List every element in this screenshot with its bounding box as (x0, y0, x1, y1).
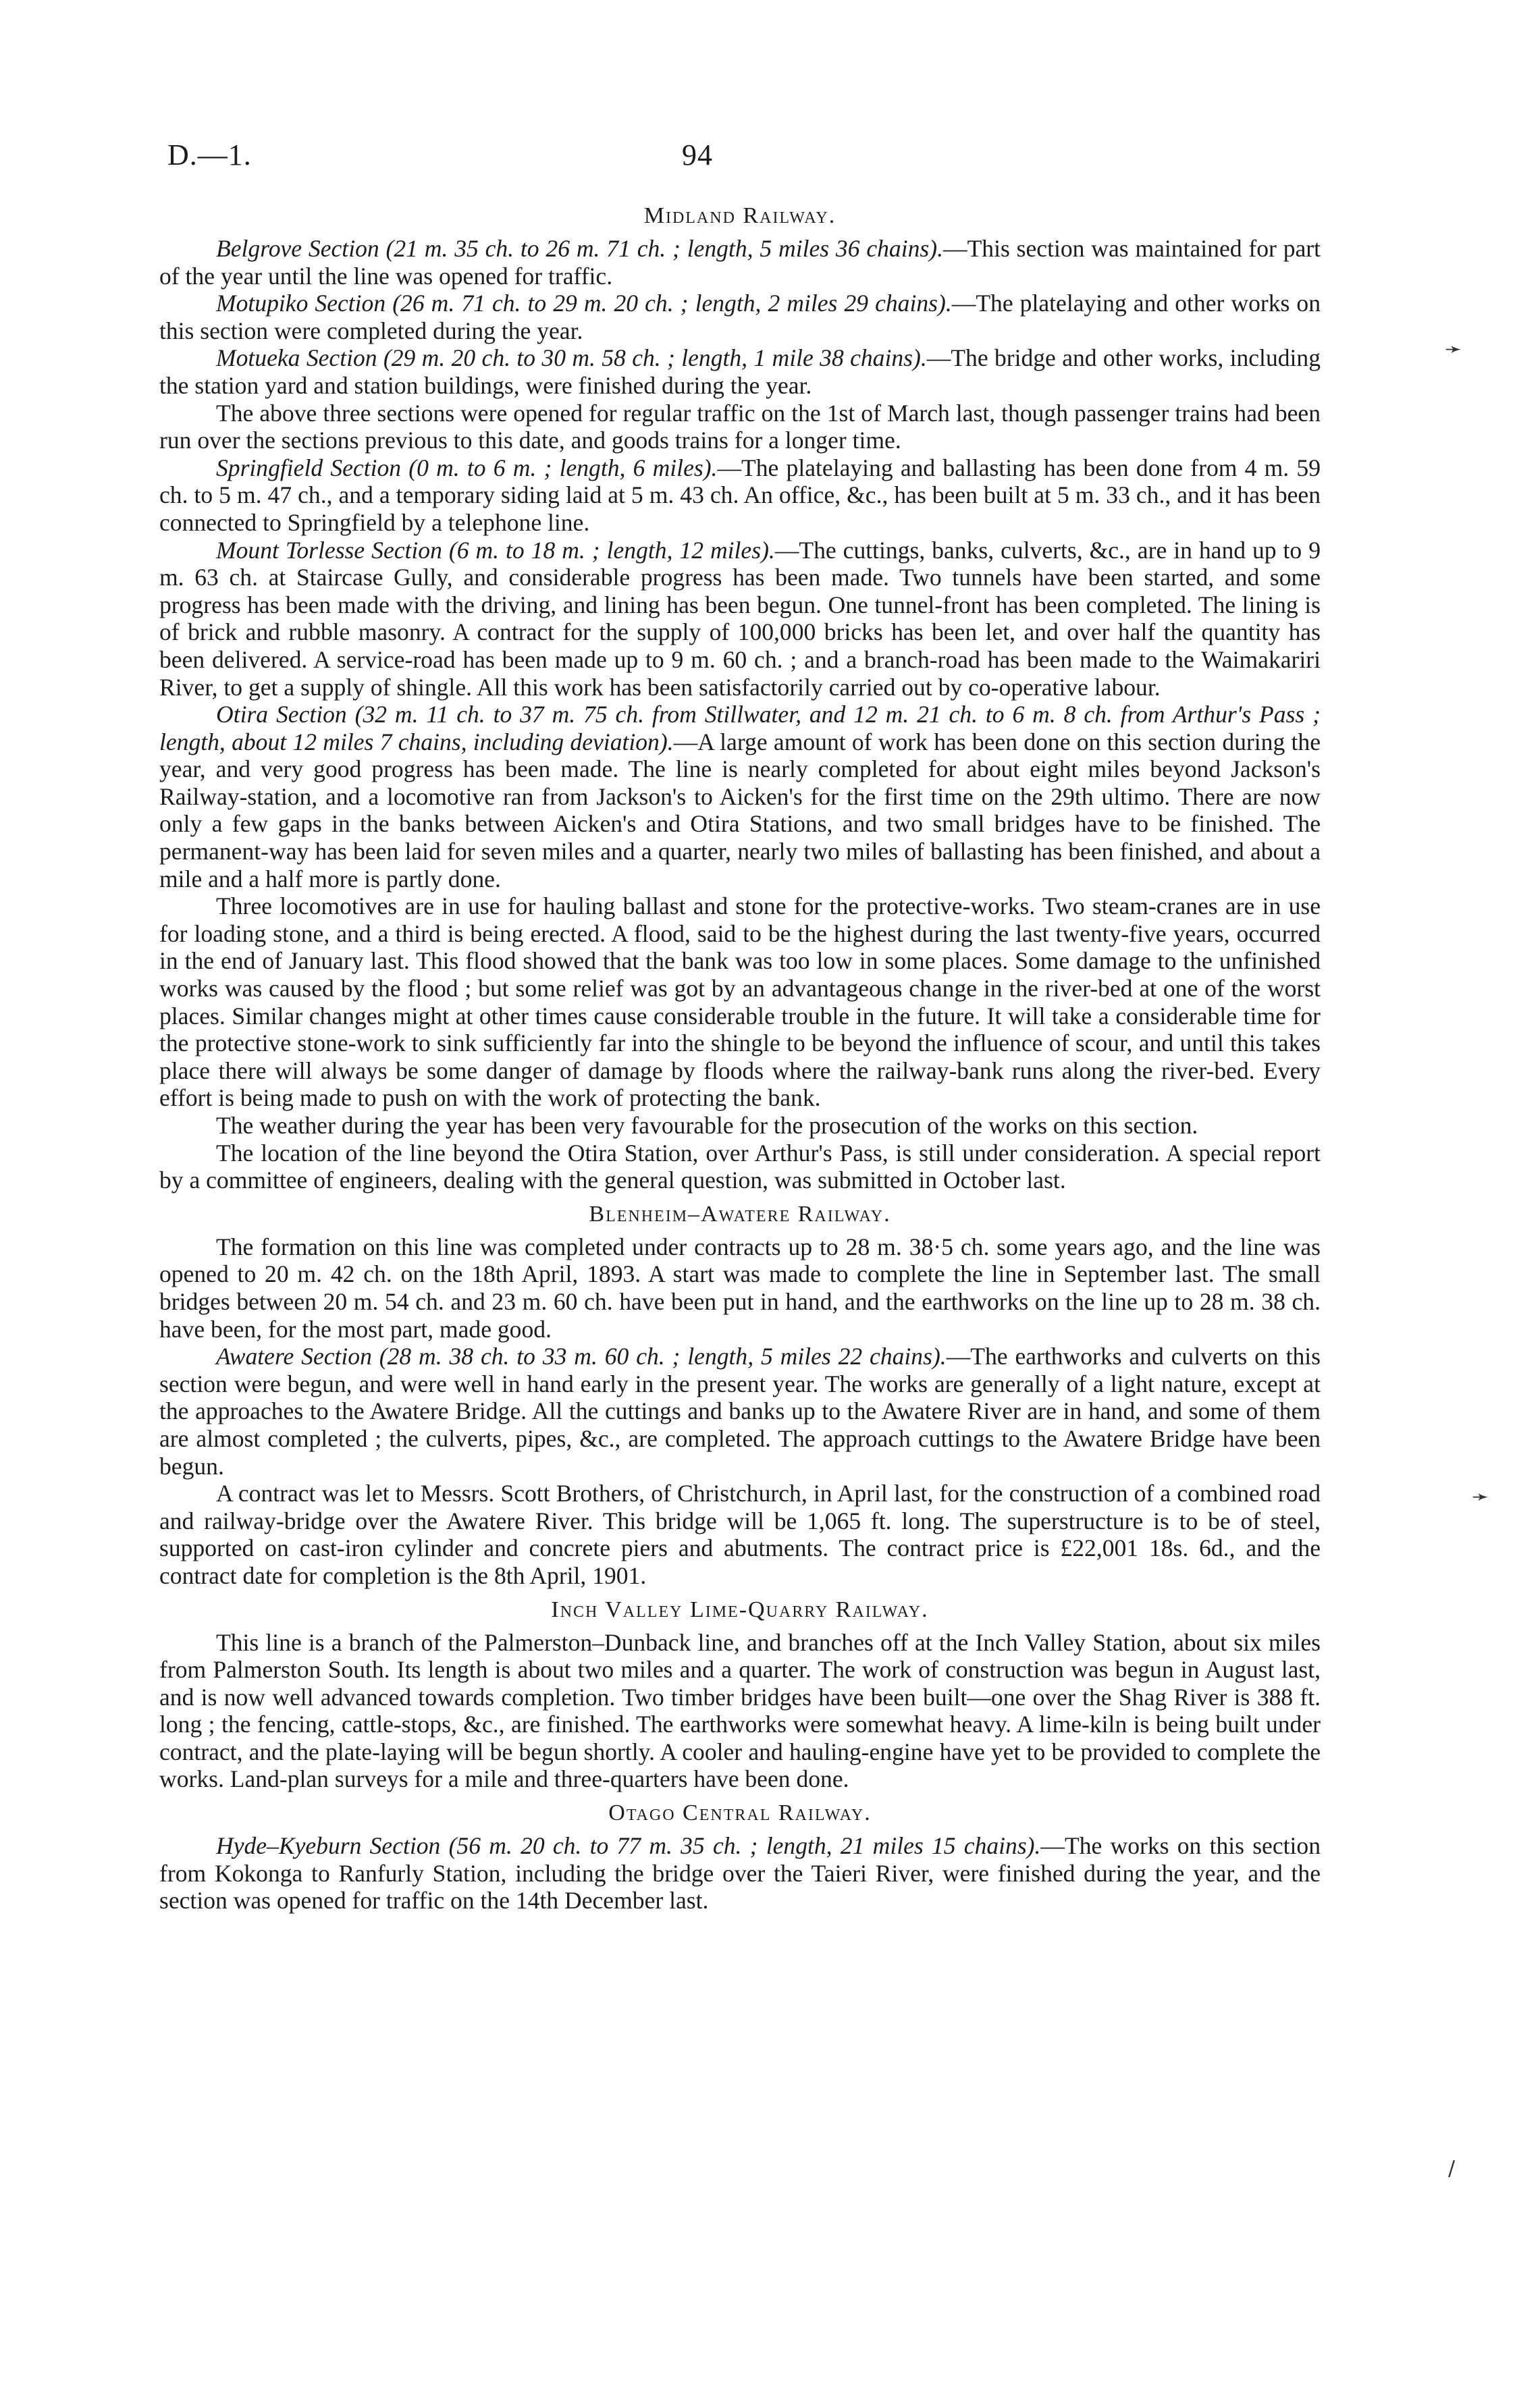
section-text-mount-torlesse: —The cuttings, banks, culverts, &c., are in hand up to 9 m. 63 ch. at Staircase Gully, and considerable progress has been made. Two tunnels have been started, and some progress has been made with the driving, and lining has been begun. One tunnel-front has been completed. The lining is of brick and rubble masonry. A contract for the supply of 100,000 bricks has been let, and over half the quantity has been delivered. A service-road has been made up to 9 m. 60 ch. ; and a branch-road has been made to the Waimakariri River, to get a supply of shingle. All this work has been satisfactorily carried out by co-operative labour. (159, 536, 1321, 701)
paragraph-blenheim-formation: The formation on this line was completed under contracts up to 28 m. 38·5 ch. some years ago, and the line was opened to 20 m. 42 ch. on the 18th April, 1893. A start was made to complete the line in September last. The small bridges between 20 m. 54 ch. and 23 m. 60 ch. have been put in hand, and the earthworks on the line up to 28 m. 38 ch. have been, for the most part, made good. (159, 1233, 1321, 1343)
paragraph-mount-torlesse (159, 537, 1321, 701)
paragraph-belgrove (159, 235, 1321, 290)
document-reference: D.—1. (167, 138, 252, 171)
paragraph-locomotives: Three locomotives are in use for hauling ballast and stone for the protective-works. Two steam-cranes are in use for loading stone, and a third is being erected. A flood, said to be the highest during the last twenty-five years, occurred in the end of January last. This flood showed that the bank was too low in some places. Some damage to the unfinished works was caused by the flood ; but some relief was got by an advantageous change in the river-bed at one of the worst places. Similar changes might at other times cause considerable trouble in the future. It will take a considerable time for the protective stone-work to sink sufficiently far into the shingle to be beyond the influence of scour, and until this takes place there will always be some danger of damage by floods where the railway-bank runs along the river-bed. Every effort is being made to push on with the work of protecting the bank. (159, 892, 1321, 1112)
section-title-springfield: Springfield Section (0 m. to 6 m. ; length, 6 miles). (216, 454, 718, 481)
section-text-motupiko: —The platelaying and other works on this section were completed during the year. (159, 290, 1321, 344)
heading-blenheim-awatere-railway: Blenheim–Awatere Railway. (589, 1201, 891, 1227)
margin-mark-top: ➛ (1445, 338, 1462, 361)
paragraph-otira (159, 701, 1321, 892)
heading-midland-railway: Midland Railway. (643, 203, 836, 228)
section-title-hyde-kyeburn: Hyde–Kyeburn Section (56 m. 20 ch. to 77 m. 35 ch. ; length, 21 miles 15 chains). (216, 1832, 1041, 1860)
paragraph-motueka (159, 344, 1321, 399)
section-text-awatere: —The earthworks and culverts on this section were begun, and were well in hand early in the present year. The works are generally of a light nature, except at the approaches to the Awatere Bridge. All the cuttings and banks up to the Awatere River are in hand, and some of them are almost completed ; the culverts, pipes, &c., are completed. The approach cuttings to the Awatere Bridge have been begun. (159, 1343, 1321, 1480)
page-body (159, 203, 1321, 1915)
section-title-belgrove: Belgrove Section (21 m. 35 ch. to 26 m. 71 ch. ; length, 5 miles 36 chains). (216, 235, 943, 262)
heading-otago-central-railway: Otago Central Railway. (608, 1800, 872, 1826)
section-title-motupiko: Motupiko Section (26 m. 71 ch. to 29 m. 20 ch. ; length, 2 miles 29 chains). (216, 290, 952, 317)
section-title-motueka: Motueka Section (29 m. 20 ch. to 30 m. 58 ch. ; length, 1 mile 38 chains). (216, 344, 927, 372)
section-title-otira: Otira Section (32 m. 11 ch. to 37 m. 75 ch. from Stillwater, and 12 m. 21 ch. to 6 m. 8 ch. from Arthur's Pass ; length, about 12 miles 7 chains, including deviation). (159, 701, 1321, 755)
paragraph-location: The location of the line beyond the Otira Station, over Arthur's Pass, is still under consideration. A special report by a committee of engineers, dealing with the general question, was submitted in October last. (159, 1139, 1321, 1194)
section-text-otira: —A large amount of work has been done on this section during the year, and very good progress has been made. The line is nearly completed for about eight miles beyond Jackson's Railway-station, and a locomotive ran from Jackson's to Aicken's for the first time on the 29th ultimo. There are now only a few gaps in the banks between Aicken's and Otira Stations, and two small bridges have to be finished. The permanent-way has been laid for seven miles and a quarter, nearly two miles of ballasting has been finished, and about a mile and a half more is partly done. (159, 728, 1321, 892)
paragraph-inch-valley: This line is a branch of the Palmerston–Dunback line, and branches off at the Inch Valley Station, about six miles from Palmerston South. Its length is about two miles and a quarter. The work of construction was begun in August last, and is now well advanced towards completion. Two timber bridges have been built—one over the Shag River is 388 ft. long ; the fencing, cattle-stops, &c., are finished. The earthworks were somewhat heavy. A lime-kiln is being built under contract, and the plate-laying will be begun shortly. A cooler and hauling-engine have yet to be provided to complete the works. Land-plan surveys for a mile and three-quarters have been done. (159, 1628, 1321, 1793)
paragraph-springfield (159, 454, 1321, 537)
margin-mark-bottom: / (1448, 2157, 1456, 2180)
margin-mark-middle: ➛ (1472, 1485, 1489, 1509)
paragraph-weather: The weather during the year has been very favourable for the prosecution of the works on this section. (216, 1112, 1198, 1139)
paragraph-motupiko (159, 290, 1321, 344)
section-text-motueka: —The bridge and other works, including the station yard and station buildings, were finished during the year. (159, 344, 1321, 399)
section-text-belgrove: —This section was maintained for part of the year until the line was opened for traffic. (159, 235, 1321, 290)
section-text-hyde-kyeburn: —The works on this section from Kokonga to Ranfurly Station, including the bridge over the Taieri River, were finished during the year, and the section was opened for traffic on the 14th December last. (159, 1832, 1321, 1915)
paragraph-hyde-kyeburn (159, 1832, 1321, 1915)
paragraph-awatere (159, 1343, 1321, 1480)
paragraph-awatere-contract: A contract was let to Messrs. Scott Brothers, of Christchurch, in April last, for the construction of a combined road and railway-bridge over the Awatere River. This bridge will be 1,065 ft. long. The superstructure is to be of steel, supported on cast-iron cylinder and concrete piers and abutments. The contract price is £22,001 18s. 6d., and the contract date for completion is the 8th April, 1901. (159, 1480, 1321, 1589)
page-number: 94 (682, 138, 713, 171)
section-title-mount-torlesse: Mount Torlesse Section (6 m. to 18 m. ; length, 12 miles). (216, 536, 775, 564)
paragraph-sections-opened: The above three sections were opened for regular traffic on the 1st of March last, though passenger trains had been run over the sections previous to this date, and goods trains for a longer time. (159, 399, 1321, 454)
heading-inch-valley-railway: Inch Valley Lime-Quarry Railway. (551, 1597, 929, 1622)
section-title-awatere: Awatere Section (28 m. 38 ch. to 33 m. 60 ch. ; length, 5 miles 22 chains). (216, 1343, 947, 1370)
section-text-springfield: —The platelaying and ballasting has been done from 4 m. 59 ch. to 5 m. 47 ch., and a temporary siding laid at 5 m. 43 ch. An office, &c., has been built at 5 m. 33 ch., and it has been connected to Springfield by a telephone line. (159, 454, 1321, 536)
